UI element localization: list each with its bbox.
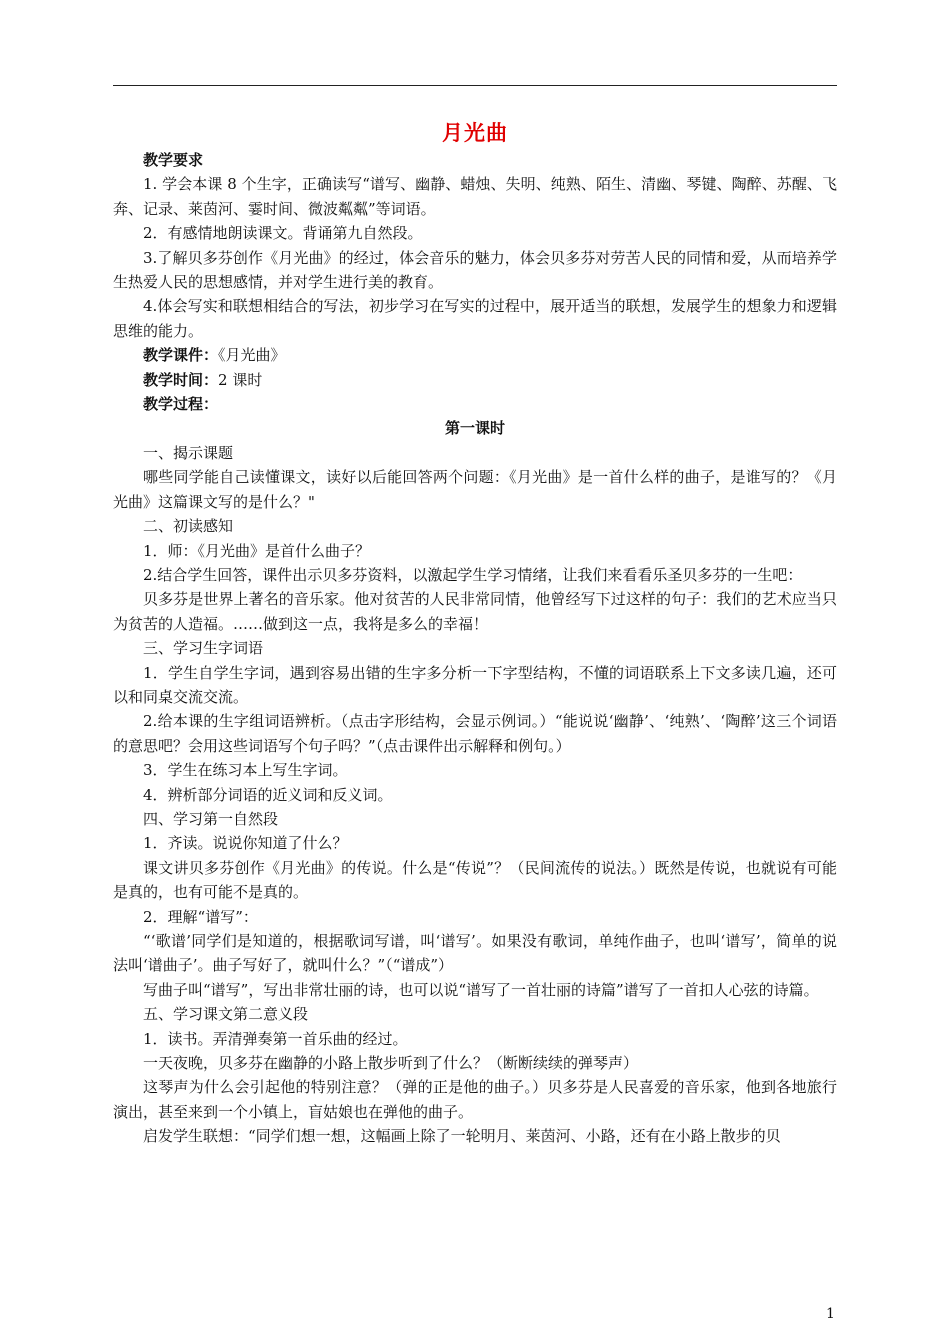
section-heading: 一、揭示课题 xyxy=(143,443,234,462)
requirement-item: 3.了解贝多芬创作《月光曲》的经过，体会音乐的魅力，体会贝多芬对劳苦人民的同情和爱，从而培养学生热爱人民的思想感情，并对学生进行美的教育。 xyxy=(113,248,837,292)
courseware-line xyxy=(113,343,837,367)
courseware-value: 《月光曲》 xyxy=(218,346,286,365)
paragraph: 1．齐读。说说你知道了什么？ xyxy=(143,834,348,853)
time-line xyxy=(113,368,837,392)
requirement-item: 4.体会写实和联想相结合的写法，初步学习在写实的过程中，展开适当的联想，发展学生的想象力和逻辑思维的能力。 xyxy=(113,297,837,340)
paragraph: 一天夜晚，贝多芬在幽静的小路上散步听到了什么？（断断续续的弹琴声） xyxy=(143,1054,639,1073)
time-value: 2 课时 xyxy=(218,370,263,389)
paragraph: 这琴声为什么会引起他的特别注意？（弹的正是他的曲子。）贝多芬是人民喜爱的音乐家，他到各地旅行演出，甚至来到一个小镇上，盲姑娘也在弹他的曲子。 xyxy=(113,1078,837,1121)
section-heading: 四、学习第一自然段 xyxy=(143,809,279,828)
lesson-heading: 第一课时 xyxy=(444,419,505,438)
paragraph: 2．理解“谱写”： xyxy=(143,907,258,926)
section-heading: 二、初读感知 xyxy=(143,517,234,536)
courseware-label: 教学课件： xyxy=(143,346,219,365)
paragraph: 课文讲贝多芬创作《月光曲》的传说。什么是“传说”？（民间流传的说法。）既然是传说，也就说有可能是真的，也有可能不是真的。 xyxy=(113,858,837,902)
paragraph: 哪些同学能自己读懂课文，读好以后能回答两个问题：《月光曲》是一首什么样的曲子，是谁写的？《月光曲》这篇课文写的是什么？" xyxy=(113,468,837,511)
paragraph: 启发学生联想：“同学们想一想，这幅画上除了一轮明月、莱茵河、小路，还有在小路上散步的贝 xyxy=(143,1127,781,1146)
paragraph: 1．学生自学生字词，遇到容易出错的生字多分析一下字型结构，不懂的词语联系上下文多读几遍，还可以和同桌交流交流。 xyxy=(113,663,837,706)
section-heading: 五、学习课文第二意义段 xyxy=(143,1005,309,1024)
paragraph: 4．辨析部分词语的近义词和反义词。 xyxy=(143,785,393,804)
section-heading: 三、学习生字词语 xyxy=(143,639,264,658)
page-number: 1 xyxy=(826,1306,835,1322)
document-title: 月光曲 xyxy=(442,120,508,145)
requirement-item: 1. 学会本课 8 个生字，正确读写“谱写、幽静、蜡烛、失明、纯熟、陌生、清幽、琴键、陶醉、苏醒、飞奔、记录、莱茵河、霎时间、微波粼粼”等词语。 xyxy=(113,175,837,218)
paragraph: 2.结合学生回答，课件出示贝多芬资料，以激起学生学习情绪，让我们来看看乐圣贝多芬的一生吧： xyxy=(143,565,803,584)
requirement-item: 2．有感情地朗读课文。背诵第九自然段。 xyxy=(143,224,423,243)
document-body xyxy=(113,118,837,1149)
requirements-heading: 教学要求 xyxy=(143,151,204,169)
header-rule xyxy=(113,85,837,86)
paragraph: 1．师：《月光曲》是首什么曲子？ xyxy=(143,541,371,560)
paragraph: “‘歌谱’同学们是知道的，根据歌词写谱，叫‘谱写’。如果没有歌词，单纯作曲子，也叫‘谱写’，简单的说法叫‘谱曲子’。曲子写好了，就叫什么？”（“谱成”） xyxy=(113,932,837,975)
paragraph: 2.给本课的生字组词语辨析。（点击字形结构，会显示例词。）“能说说‘幽静’、‘纯熟’、‘陶醉’这三个词语的意思吧？会用这些词语写个句子吗？”（点击课件出示解释和例句。） xyxy=(113,712,837,755)
time-label: 教学时间： xyxy=(143,370,219,389)
paragraph: 写曲子叫“谱写”，写出非常壮丽的诗，也可以说“谱写了一首壮丽的诗篇”谱写了一首扣人心弦的诗篇。 xyxy=(143,980,819,999)
paragraph: 贝多芬是世界上著名的音乐家。他对贫苦的人民非常同情，他曾经写下过这样的句子：我们的艺术应当只为贫苦的人造福。……做到这一点，我将是多么的幸福！ xyxy=(113,590,837,633)
process-label: 教学过程： xyxy=(143,395,219,414)
paragraph: 1．读书。弄清弹奏第一首乐曲的经过。 xyxy=(143,1029,408,1048)
paragraph: 3．学生在练习本上写生字词。 xyxy=(143,761,348,780)
